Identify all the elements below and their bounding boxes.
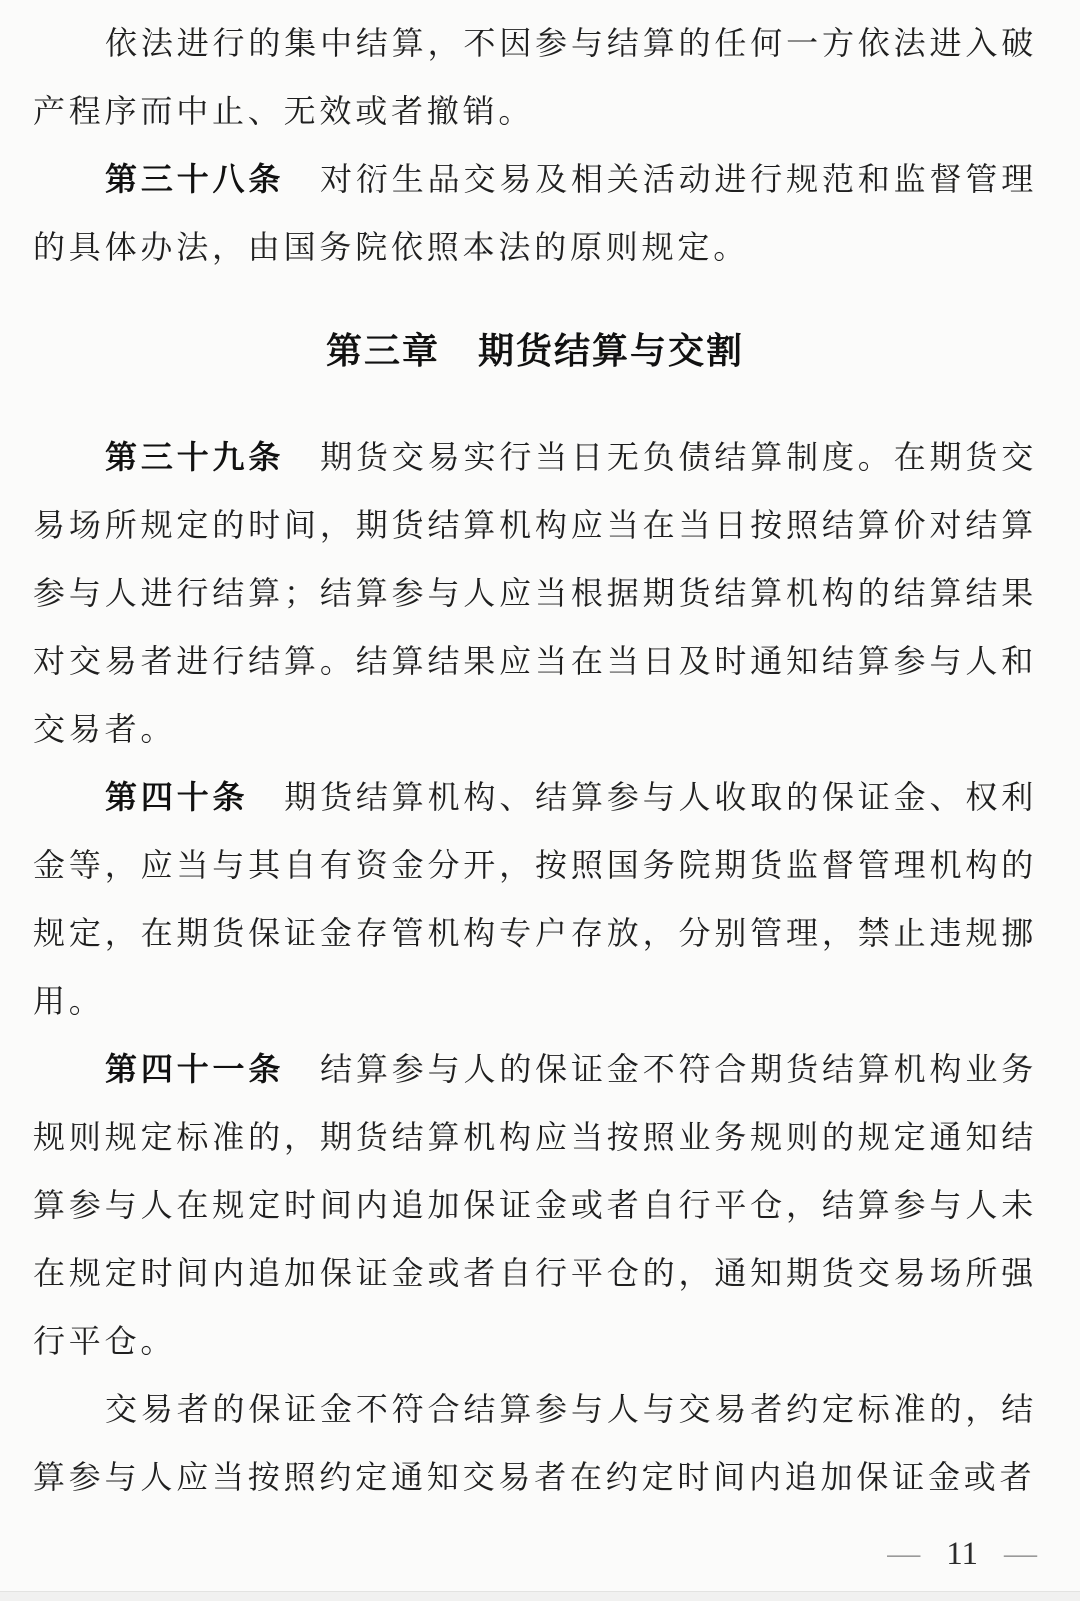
page-number-right-dash: — bbox=[1004, 1535, 1037, 1572]
document-body bbox=[33, 9, 1037, 1511]
page-number-value: 11 bbox=[946, 1535, 978, 1572]
body-paragraph: 交易者的保证金不符合结算参与人与交易者约定标准的，结算参与人应当按照约定通知交易者在约定时间内追加保证金或者 bbox=[33, 1391, 1037, 1495]
page-number bbox=[887, 1534, 1037, 1574]
body-paragraph: 依法进行的集中结算，不因参与结算的任何一方依法进入破产程序而中止、无效或者撤销。 bbox=[33, 25, 1037, 129]
page-bottom-edge-strip bbox=[0, 1591, 1080, 1601]
article-number: 第三十八条 bbox=[105, 161, 285, 197]
article-number: 第三十九条 bbox=[105, 439, 285, 475]
article-paragraph: 第三十九条 期货交易实行当日无负债结算制度。在期货交易场所规定的时间，期货结算机构应当在当日按照结算价对结算参与人进行结算；结算参与人应当根据期货结算机构的结算结果对交易者进行结算。结算结果应当在当日及时通知结算参与人和交易者。 bbox=[33, 439, 1037, 747]
article-number: 第四十一条 bbox=[105, 1051, 285, 1087]
article-paragraph: 第四十一条 结算参与人的保证金不符合期货结算机构业务规则规定标准的，期货结算机构应当按照业务规则的规定通知结算参与人在规定时间内追加保证金或者自行平仓，结算参与人未在规定时间内追加保证金或者自行平仓的，通知期货交易场所强行平仓。 bbox=[33, 1051, 1037, 1359]
chapter-heading: 第三章 期货结算与交割 bbox=[325, 330, 744, 371]
page-number-left-dash: — bbox=[887, 1535, 921, 1572]
article-paragraph: 第四十条 期货结算机构、结算参与人收取的保证金、权利金等，应当与其自有资金分开，按照国务院期货监督管理机构的规定，在期货保证金存管机构专户存放，分别管理，禁止违规挪用。 bbox=[33, 779, 1037, 1019]
article-paragraph: 第三十八条 对衍生品交易及相关活动进行规范和监督管理的具体办法，由国务院依照本法的原则规定。 bbox=[33, 161, 1037, 265]
article-number: 第四十条 bbox=[105, 779, 249, 815]
